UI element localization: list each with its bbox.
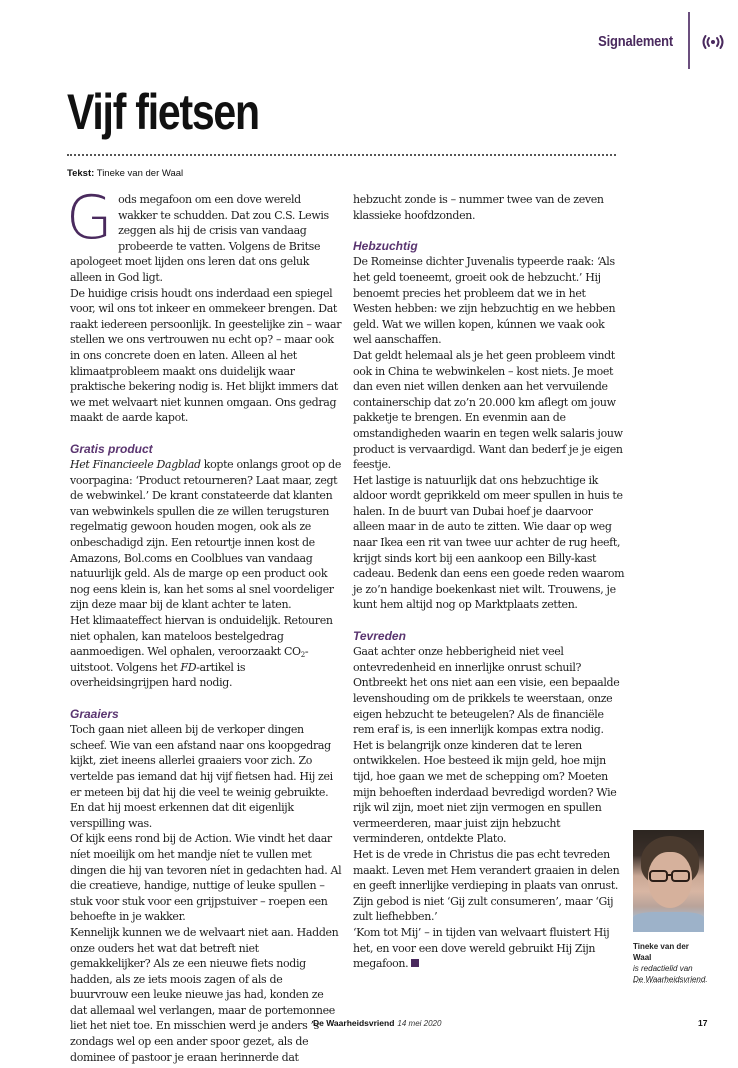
article-column-left xyxy=(66,183,342,1065)
author-caption xyxy=(633,941,708,985)
subhead-gratis-product: Gratis product xyxy=(70,441,153,456)
subhead-hebzuchtig: Hebzuchtig xyxy=(353,238,418,253)
broadcast-signal-icon xyxy=(701,34,725,50)
paragraph: Toch gaan niet alleen bij de verkoper dingen scheef. Wie van een afstand naar ons koopgedrag kijkt, ziet ineens allerlei graaiers voor zich. Zo vertelde pas iemand dat hij vijf fietsen had. Hij zei er meteen bij dat hij die veel te weinig gebruikte. En dat hij moest erkennen dat dit eigenlijk verspilling was. xyxy=(70,723,333,830)
page-footer xyxy=(313,1018,441,1028)
paragraph: Het is de vrede in Christus die pas echt tevreden maakt. Leven met Hem verandert graaien in delen en geeft innerlijke verdieping in plaats van onrust. Zijn gebod is niet ‘Gij zult consumeren’, maar ‘Gij zult liefhebben.’ xyxy=(353,847,620,924)
paragraph: hebzucht zonde is – nummer twee van de zeven klassieke hoofdzonden. xyxy=(353,193,604,222)
author-role: De Waarheidsvriend. xyxy=(633,975,708,984)
paragraph: Kennelijk kunnen we de welvaart niet aan. Hadden onze ouders het wat dat betreft niet gemakkelijker? Als ze een nieuwe fiets nodig hadden, als ze iets moois zagen of als de buurvrouw een leuke nieuwe jas had, konden ze dat allemaal wel verlangen, maar de portemonnee liet het niet toe. En misschien werd je anders ’s zondags wel op een ander spoor gezet, als de dominee of pastoor je eraan herinnerde dat xyxy=(70,925,339,1064)
author-role: is redactielid van xyxy=(633,964,693,973)
page-number: 17 xyxy=(698,1018,708,1028)
paragraph: Dat geldt helemaal als je het geen probleem vindt ook in China te webwinkelen – kost niets. Je moet dan even niet willen denken aan het vervuilende containerschip dat zo’n 20.000 km aflegt om jouw pakketje te brengen. En evenmin aan de omstandigheden waarin en tegen welk salaris jouw product is vervaardigd. Want dan bederf je je eigen feestje. xyxy=(353,348,623,472)
paragraph: Of kijk eens rond bij de Action. Wie vindt het daar níet moeilijk om het mandje níet te vullen met dingen die hij van tevoren níet in gedachten had. Al die creatieve, handige, nuttige of leuke spullen – stuk voor stuk voor een grijpstuiver – roepen een behoefte in je wakker. xyxy=(70,832,342,924)
author-photo xyxy=(633,830,704,932)
article-title: Vijf fietsen xyxy=(67,84,259,140)
paragraph: Het lastige is natuurlijk dat ons hebzuchtige ik aldoor wordt geprikkeld om meer spullen in huis te halen. In de buurt van Dubai hoef je daarvoor alleen maar in de auto te zitten. Wie daar op weg naar Ikea een rit van twee uur achter de rug heeft, krijgt sinds kort bij een aankoop een Billy-kast cadeau. Bedenk dan eens een goede reden waarom je zo’n handige boekenkast niet wilt. Trouwens, je kunt hem altijd nog op Marktplaats zetten. xyxy=(353,473,625,612)
byline-label: Tekst: xyxy=(67,168,95,179)
issue-date: 14 mei 2020 xyxy=(397,1019,442,1028)
byline xyxy=(67,168,183,179)
paragraph: Gaat achter onze hebberigheid niet veel ontevredenheid en innerlijke onrust schuil? Ontbreekt het ons niet aan een visie, een bepaalde levenshouding om de prikkels te weerstaan, onze eigen hebzucht te beteugelen? Als de financiële rem eraf is, is een innerlijk kompas extra nodig. Het is belangrijk onze kinderen dat te leren ontwikkelen. Hoe besteed ik mijn geld, hoe mijn tijd, hoe gaan we met de schepping om? Moeten mijn behoeften inderdaad bevredigd worden? Wie rijk wil zijn, moet niet zijn vermogen en spullen vermeerderen, maar juist zijn hebzucht verminderen, ontdekte Plato. xyxy=(353,645,620,846)
article-column-right xyxy=(353,192,625,972)
subhead-graaiers: Graaiers xyxy=(70,706,119,721)
paragraph: Het klimaateffect hiervan is onduidelijk. Retouren niet ophalen, kan mateloos bestelgedrag aanmoedigen. Wel ophalen, veroorzaakt $CO_2$-uitstoot. Volgens het FD-artikel is overheidsingrijpen hard nodig. xyxy=(70,614,333,690)
paragraph: ‘Kom tot Mij’ – in tijden van welvaart fluistert Hij het, en voor een dove wereld gebruikt Hij Zijn megafoon. xyxy=(353,925,610,971)
paragraph: Het Financieele Dagblad kopte onlangs groot op de voorpagina: ‘Product retourneren? Laat maar, zegt de webwinkel.’ De krant constateerde dat klanten van webwinkels spullen die ze willen terugsturen regelmatig gewoon houden mogen, ook als ze onbeschadigd zijn. Een retourtje innen kost de Amazons, Bol.coms en Coolblues van vandaag natuurlijk geld. Als de marge op een product ook nog eens klein is, kan het soms al snel voordeliger zijn deze maar bij de klant achter te laten. xyxy=(70,458,342,612)
caption-divider xyxy=(633,982,705,983)
intro-paragraph: Gods megafoon om een dove wereld wakker te schudden. Dat zou C.S. Lewis zeggen als hij de crisis van vandaag probeerde te vatten. Volgens de Britse apologeet moet lijden ons leren dat ons geluk alleen in God ligt. xyxy=(66,183,329,284)
paragraph: De huidige crisis houdt ons inderdaad een spiegel voor, wil ons tot inkeer en ommekeer brengen. Dat raakt iedereen persoonlijk. In geestelijke zin – waar stellen we ons vertrouwen nu echt op? – maar ook in ons concrete doen en laten. Alleen al het klimaatprobleem maakt ons duidelijk waar praktische bekering nodig is. Het blijkt immers dat we met welvaart niet kunnen omgaan. Ons gedrag maakt de aarde kapot. xyxy=(70,286,342,425)
paragraph: De Romeinse dichter Juvenalis typeerde raak: ‘Als het geld toeneemt, groeit ook de hebzucht.’ Hij benoemt precies het probleem dat we in het Westen hebben: we zijn hebzuchtig en we hebben geld. Wat we willen kopen, kúnnen we vaak ook wel aanschaffen. xyxy=(353,255,616,347)
end-of-article-square-icon xyxy=(411,959,419,967)
section-divider xyxy=(688,12,690,69)
title-divider xyxy=(67,154,616,156)
byline-author: Tineke van der Waal xyxy=(96,168,184,179)
subhead-tevreden: Tevreden xyxy=(353,628,406,643)
dropcap: G xyxy=(66,183,113,253)
publication-name: De Waarheidsvriend xyxy=(313,1018,395,1028)
section-label: Signalement xyxy=(598,33,673,50)
author-name: Tineke van der Waal xyxy=(633,942,689,962)
